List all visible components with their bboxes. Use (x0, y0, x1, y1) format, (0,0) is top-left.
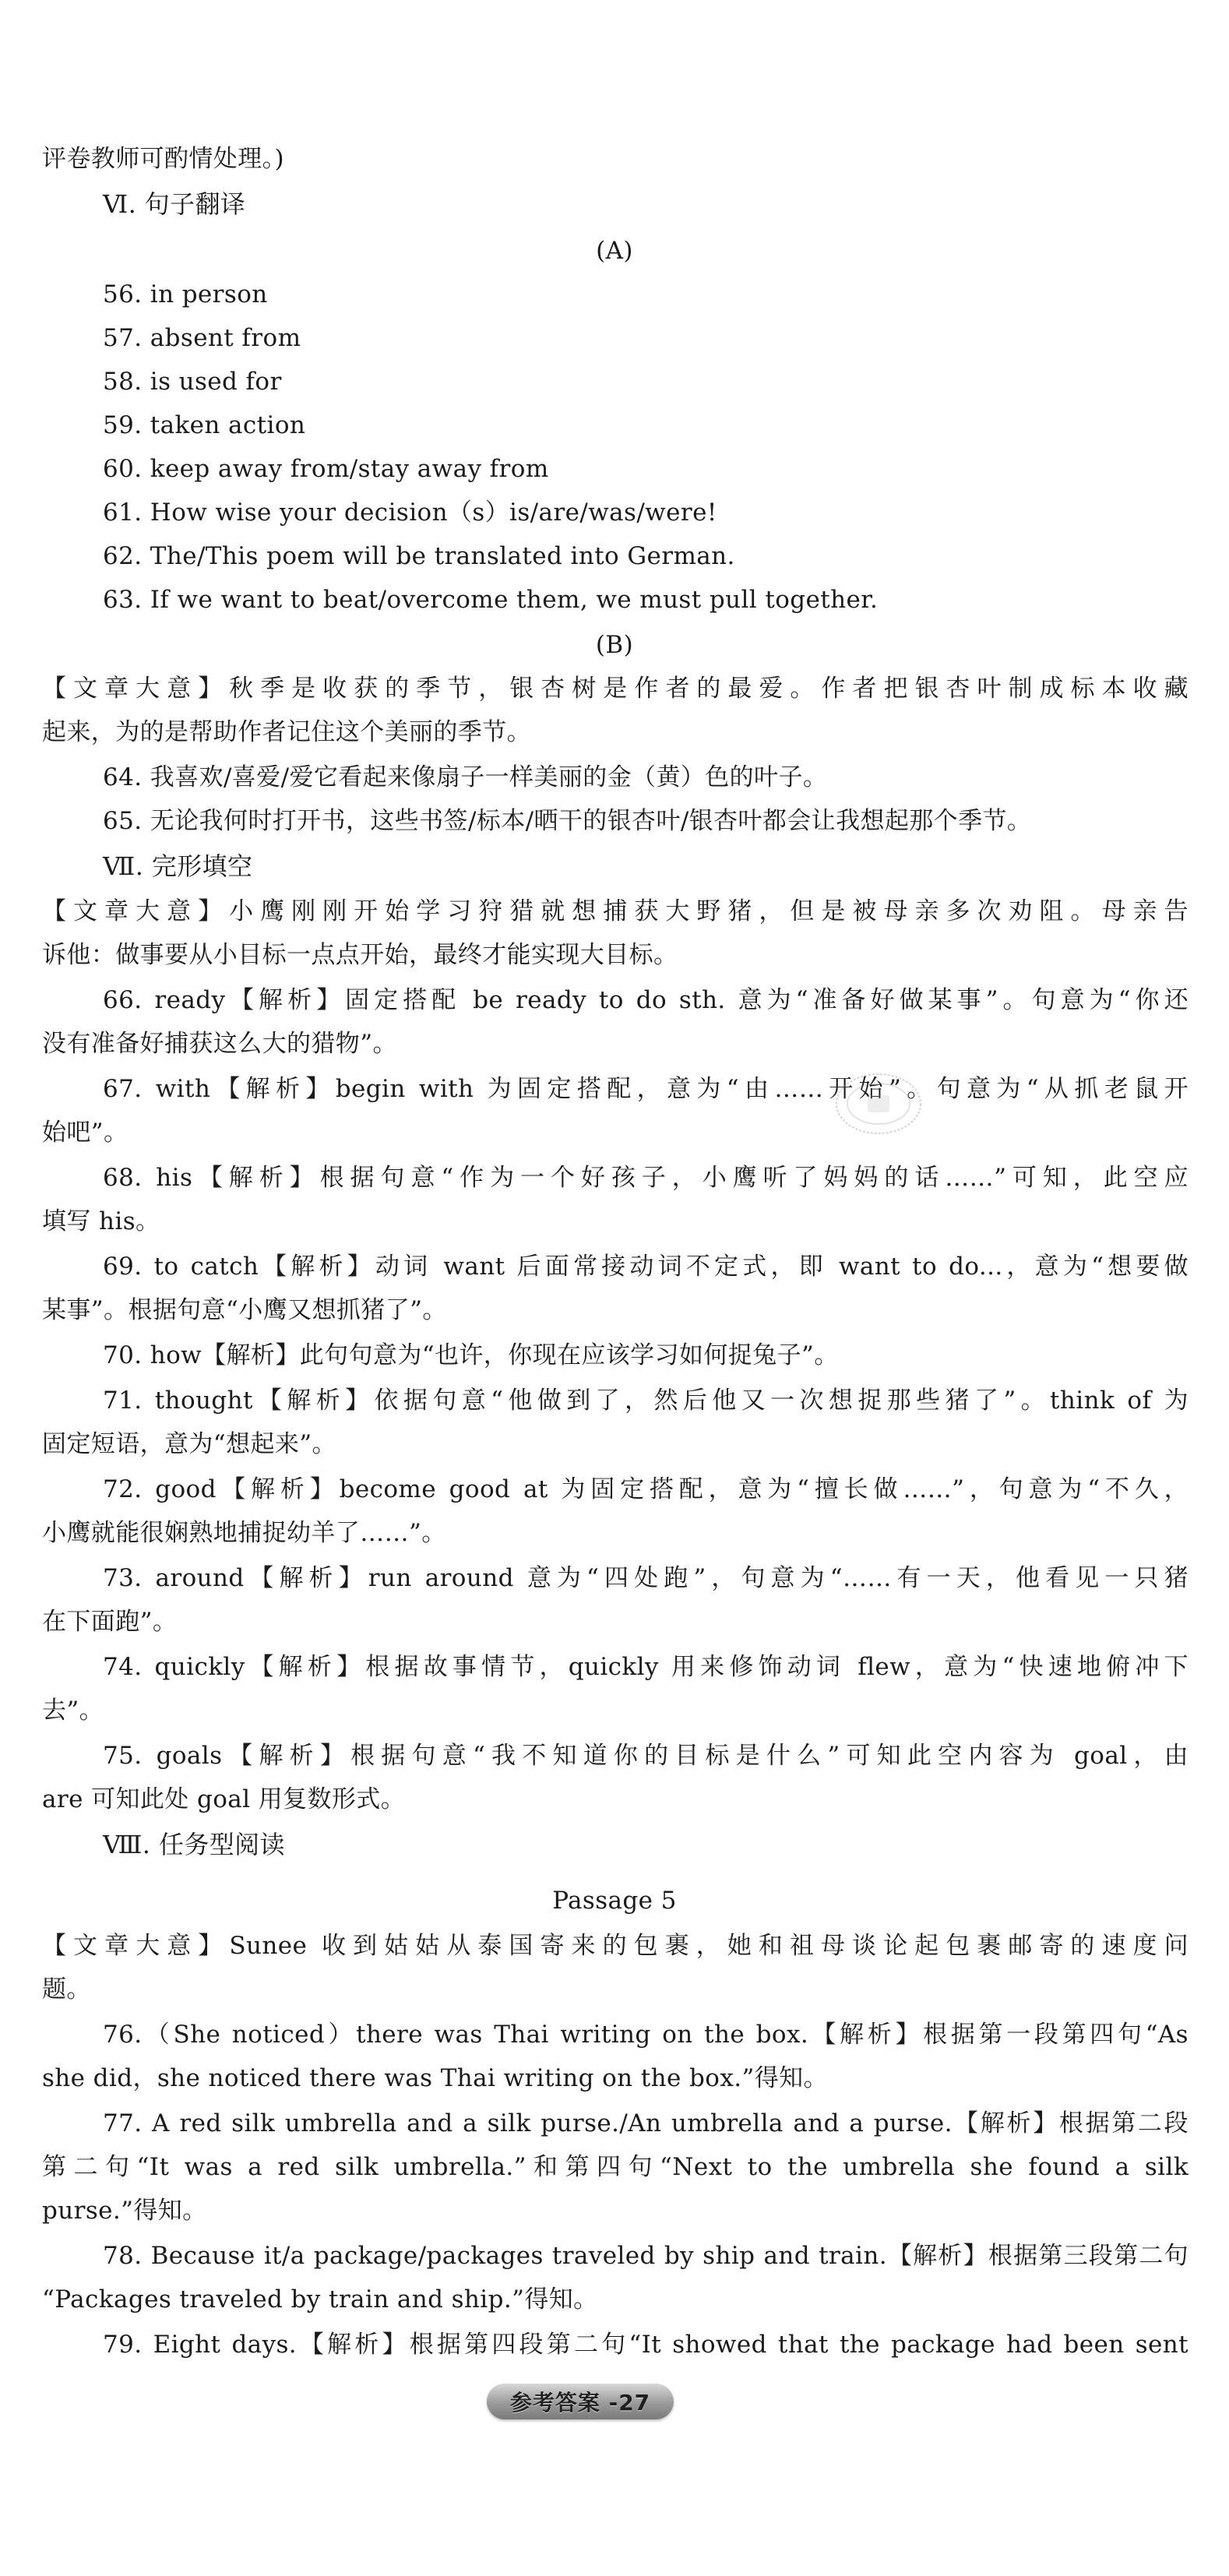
answer-item: 74. quickly【解析】根据故事情节，quickly 用来修饰动词 flew，意为“快速地俯冲下 (103, 1653, 1189, 1681)
answer-item: 79. Eight days.【解析】根据第四段第二句“It showed that the package had been sent (103, 2331, 1189, 2359)
answer-item: 77. A red silk umbrella and a silk purse./An umbrella and a purse.【解析】根据第二段 (103, 2109, 1189, 2137)
text-line: 固定短语，意为“想起来”。 (42, 1430, 336, 1458)
answer-item: 59. taken action (103, 411, 306, 439)
subsection-heading: (B) (595, 631, 634, 659)
answer-item: 61. How wise your decision（s）is/are/was/were! (103, 499, 717, 527)
page-number-badge (487, 2384, 674, 2419)
answer-item: 73. around【解析】run around 意为“四处跑”，句意为“……有一天，他看见一只猪 (103, 1564, 1189, 1592)
page-number-label: 参考答案 -27 (509, 2390, 651, 2416)
text-line: she did，she noticed there was Thai writing on the box.”得知。 (42, 2064, 828, 2092)
section-heading: Ⅶ. 完形填空 (103, 851, 253, 881)
answer-item: 71. thought【解析】依据句意“他做到了，然后他又一次想捉那些猪了”。think of 为 (103, 1387, 1189, 1415)
answer-item: 58. is used for (103, 368, 282, 396)
text-line: 没有准备好捕获这么大的猎物”。 (42, 1030, 397, 1058)
answer-item: 56. in person (103, 280, 268, 308)
passage-title: Passage 5 (552, 1887, 677, 1915)
text-line: “Packages traveled by train and ship.”得知。 (42, 2285, 598, 2313)
answer-item: 69. to catch【解析】动词 want 后面常接动词不定式，即 want to do...，意为“想要做 (103, 1253, 1189, 1281)
answer-item: 64. 我喜欢/喜爱/爱它看起来像扇子一样美丽的金（黄）色的叶子。 (103, 763, 828, 791)
answer-item: 63. If we want to beat/overcome them, we must pull together. (103, 586, 879, 614)
text-line: 题。 (42, 1975, 91, 2003)
answer-item: 75. goals【解析】根据句意“我不知道你的目标是什么”可知此空内容为 goal，由 (103, 1742, 1189, 1770)
section-heading: Ⅵ. 句子翻译 (103, 189, 246, 219)
subsection-heading: (A) (596, 237, 633, 265)
text-line: 在下面跑”。 (42, 1608, 178, 1636)
text-line: 去”。 (42, 1697, 104, 1725)
text-line: 评卷教师可酌情处理。) (42, 145, 284, 173)
text-line: 某事”。根据句意“小鹰又想抓猪了”。 (42, 1296, 447, 1324)
answer-item: 57. absent from (103, 324, 301, 352)
text-line: are 可知此处 goal 用复数形式。 (42, 1785, 406, 1813)
text-line: 起来，为的是帮助作者记住这个美丽的季节。 (42, 718, 531, 746)
answer-item: 72. good【解析】become good at 为固定搭配，意为“擅长做……”，句意为“不久， (103, 1475, 1189, 1503)
answer-item: 70. how【解析】此句句意为“也许，你现在应该学习如何捉兔子”。 (103, 1341, 839, 1369)
answer-item: 60. keep away from/stay away from (103, 455, 549, 483)
answer-item: 67. with【解析】begin with 为固定搭配，意为“由……开始”。句意为“从抓老鼠开 (103, 1075, 1189, 1103)
text-line: 第二句“It was a red silk umbrella.”和第四句“Next to the umbrella she found a silk (42, 2153, 1189, 2181)
answer-item: 62. The/This poem will be translated into German. (103, 542, 735, 570)
answer-item: 68. his【解析】根据句意“作为一个好孩子，小鹰听了妈妈的话……”可知，此空应 (103, 1164, 1189, 1192)
answer-item: 78. Because it/a package/packages traveled by ship and train.【解析】根据第三段第二句 (103, 2242, 1189, 2270)
text-line: 【文章大意】Sunee 收到姑姑从泰国寄来的包裹，她和祖母谈论起包裹邮寄的速度问 (42, 1932, 1189, 1960)
answer-item: 66. ready【解析】固定搭配 be ready to do sth. 意为“准备好做某事”。句意为“你还 (103, 986, 1189, 1014)
text-line: 【文章大意】秋季是收获的季节，银杏树是作者的最爱。作者把银杏叶制成标本收藏 (42, 675, 1189, 703)
text-line: 【文章大意】小鹰刚刚开始学习狩猎就想捕获大野猪，但是被母亲多次劝阻。母亲告 (42, 897, 1189, 925)
text-line: 诉他：做事要从小目标一点点开始，最终才能实现大目标。 (42, 941, 678, 969)
text-line: 填写 his。 (42, 1207, 160, 1235)
section-heading: Ⅷ. 任务型阅读 (103, 1830, 285, 1859)
text-line: purse.”得知。 (42, 2197, 207, 2225)
answer-item: 76.（She noticed）there was Thai writing on the box.【解析】根据第一段第四句“As (103, 2021, 1189, 2049)
text-line: 始吧”。 (42, 1119, 129, 1147)
answer-item: 65. 无论我何时打开书，这些书签/标本/晒干的银杏叶/银杏叶都会让我想起那个季节。 (103, 807, 1032, 835)
text-line: 小鹰就能很娴熟地捕捉幼羊了……”。 (42, 1519, 446, 1547)
stamp-watermark-icon (832, 1069, 925, 1139)
